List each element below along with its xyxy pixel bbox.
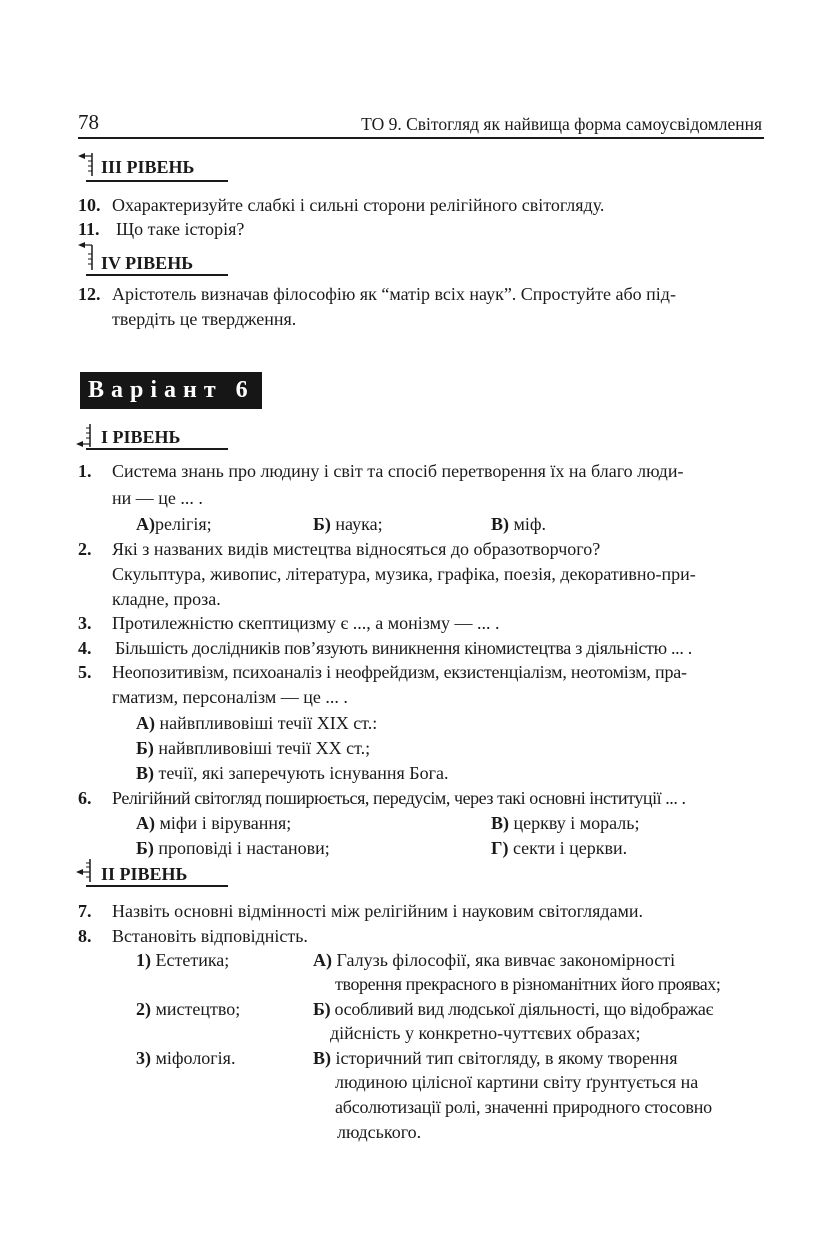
match-right-item: А) Галузь філософії, яка вивчає закономірності bbox=[313, 950, 676, 970]
answer-option: Б) проповіді і настанови; bbox=[136, 838, 330, 858]
question-text: Встановіть відповідність. bbox=[112, 926, 308, 946]
level-marker-icon bbox=[76, 858, 96, 884]
level-heading-4: ІV РІВЕНЬ bbox=[101, 253, 194, 273]
question-text: Охарактеризуйте слабкі і сильні сторони релігійного світогляду. bbox=[112, 195, 605, 215]
question-text: Релігійний світогляд поширюється, передусім, через такі основні інституції ... . bbox=[112, 788, 686, 808]
level-marker-icon bbox=[78, 152, 98, 178]
level-underline bbox=[86, 448, 228, 450]
question-2 bbox=[78, 537, 600, 561]
answer-option: Г) секти і церкви. bbox=[491, 838, 628, 858]
question-number: 7. bbox=[78, 901, 92, 921]
match-right-continuation: дійсність у конкретно-чуттєвих образах; bbox=[330, 1023, 641, 1043]
question-5-continuation: гматизм, персоналізм — це ... . bbox=[112, 687, 348, 707]
question-text: Які з названих видів мистецтва відносяться до образотворчого? bbox=[112, 539, 601, 559]
answer-option: А)релігія; bbox=[136, 514, 212, 534]
answer-option: Б) найвпливовіші течії ХХ ст.; bbox=[136, 738, 371, 758]
question-number: 2. bbox=[78, 539, 92, 559]
question-text: Арістотель визначав філософію як “матір всіх наук”. Спростуйте або під- bbox=[112, 284, 676, 304]
question-8 bbox=[78, 924, 308, 948]
question-5 bbox=[78, 660, 687, 684]
level-marker-icon bbox=[76, 423, 96, 449]
question-number: 10. bbox=[78, 195, 101, 215]
level-marker-icon bbox=[78, 242, 98, 272]
running-header: ТО 9. Світогляд як найвища форма самоусвідомлення bbox=[361, 114, 762, 134]
question-1 bbox=[78, 459, 683, 483]
question-12 bbox=[78, 282, 676, 306]
level-heading-3: ІІІ РІВЕНЬ bbox=[101, 157, 195, 177]
answer-option: В) церкву і мораль; bbox=[491, 813, 640, 833]
match-left-item: 2) мистецтво; bbox=[136, 999, 241, 1019]
match-left-item: 1) Естетика; bbox=[136, 950, 230, 970]
level-underline bbox=[86, 180, 228, 182]
question-number: 12. bbox=[78, 284, 101, 304]
question-text: Назвіть основні відмінності між релігійним і науковим світоглядами. bbox=[112, 901, 644, 921]
question-text: Система знань про людину і світ та спосіб перетворення їх на благо люди- bbox=[112, 461, 684, 481]
question-text: Протилежністю скептицизму є ..., а монізму — ... . bbox=[112, 613, 500, 633]
level-underline bbox=[86, 885, 228, 887]
question-number: 11. bbox=[78, 219, 100, 239]
question-4 bbox=[78, 636, 692, 660]
match-right-item: В) історичний тип світогляду, в якому творення bbox=[313, 1048, 678, 1068]
match-right-item: Б) особливий вид людської діяльності, що відображає bbox=[313, 999, 714, 1019]
question-11 bbox=[78, 217, 244, 241]
question-number: 3. bbox=[78, 613, 92, 633]
question-text: Більшість дослідників пов’язують виникнення кіномистецтва з діяльністю ... . bbox=[115, 638, 692, 658]
question-10 bbox=[78, 193, 604, 217]
question-2-continuation: кладне, проза. bbox=[112, 589, 221, 609]
match-left-item: 3) міфологія. bbox=[136, 1048, 236, 1068]
match-right-continuation: творення прекрасного в різноманітних його проявах; bbox=[335, 974, 721, 994]
level-heading-2: ІІ РІВЕНЬ bbox=[101, 864, 188, 884]
question-2-continuation: Скульптура, живопис, література, музика, графіка, поезія, декоративно-при- bbox=[112, 564, 696, 584]
question-number: 8. bbox=[78, 926, 92, 946]
question-6 bbox=[78, 786, 686, 810]
question-7 bbox=[78, 899, 643, 923]
level-underline bbox=[86, 274, 228, 276]
question-12-continuation: твердіть це твердження. bbox=[112, 309, 297, 329]
answer-option: В) міф. bbox=[491, 514, 547, 534]
question-3 bbox=[78, 611, 500, 635]
question-text: Неопозитивізм, психоаналіз і неофрейдизм, екзистенціалізм, неотомізм, пра- bbox=[112, 662, 687, 682]
level-heading-1: І РІВЕНЬ bbox=[101, 427, 181, 447]
question-1-continuation: ни — це ... . bbox=[112, 488, 203, 508]
page-number: 78 bbox=[78, 110, 99, 134]
question-number: 4. bbox=[78, 638, 92, 658]
question-number: 6. bbox=[78, 788, 92, 808]
answer-option: А) найвпливовіші течії ХІХ ст.: bbox=[136, 713, 378, 733]
variant-banner: Варіант 6 bbox=[80, 372, 262, 409]
match-right-continuation: абсолютизації ролі, значенні природного стосовно bbox=[335, 1097, 712, 1117]
answer-option: В) течії, які заперечують існування Бога. bbox=[136, 763, 449, 783]
question-number: 1. bbox=[78, 461, 92, 481]
question-number: 5. bbox=[78, 662, 92, 682]
answer-option: Б) наука; bbox=[313, 514, 383, 534]
answer-option: А) міфи і вірування; bbox=[136, 813, 292, 833]
match-right-continuation: людиною цілісної картини світу ґрунтується на bbox=[335, 1072, 699, 1092]
header-rule bbox=[78, 137, 764, 139]
question-text: Що таке історія? bbox=[116, 219, 245, 239]
match-right-continuation: людського. bbox=[337, 1122, 422, 1142]
